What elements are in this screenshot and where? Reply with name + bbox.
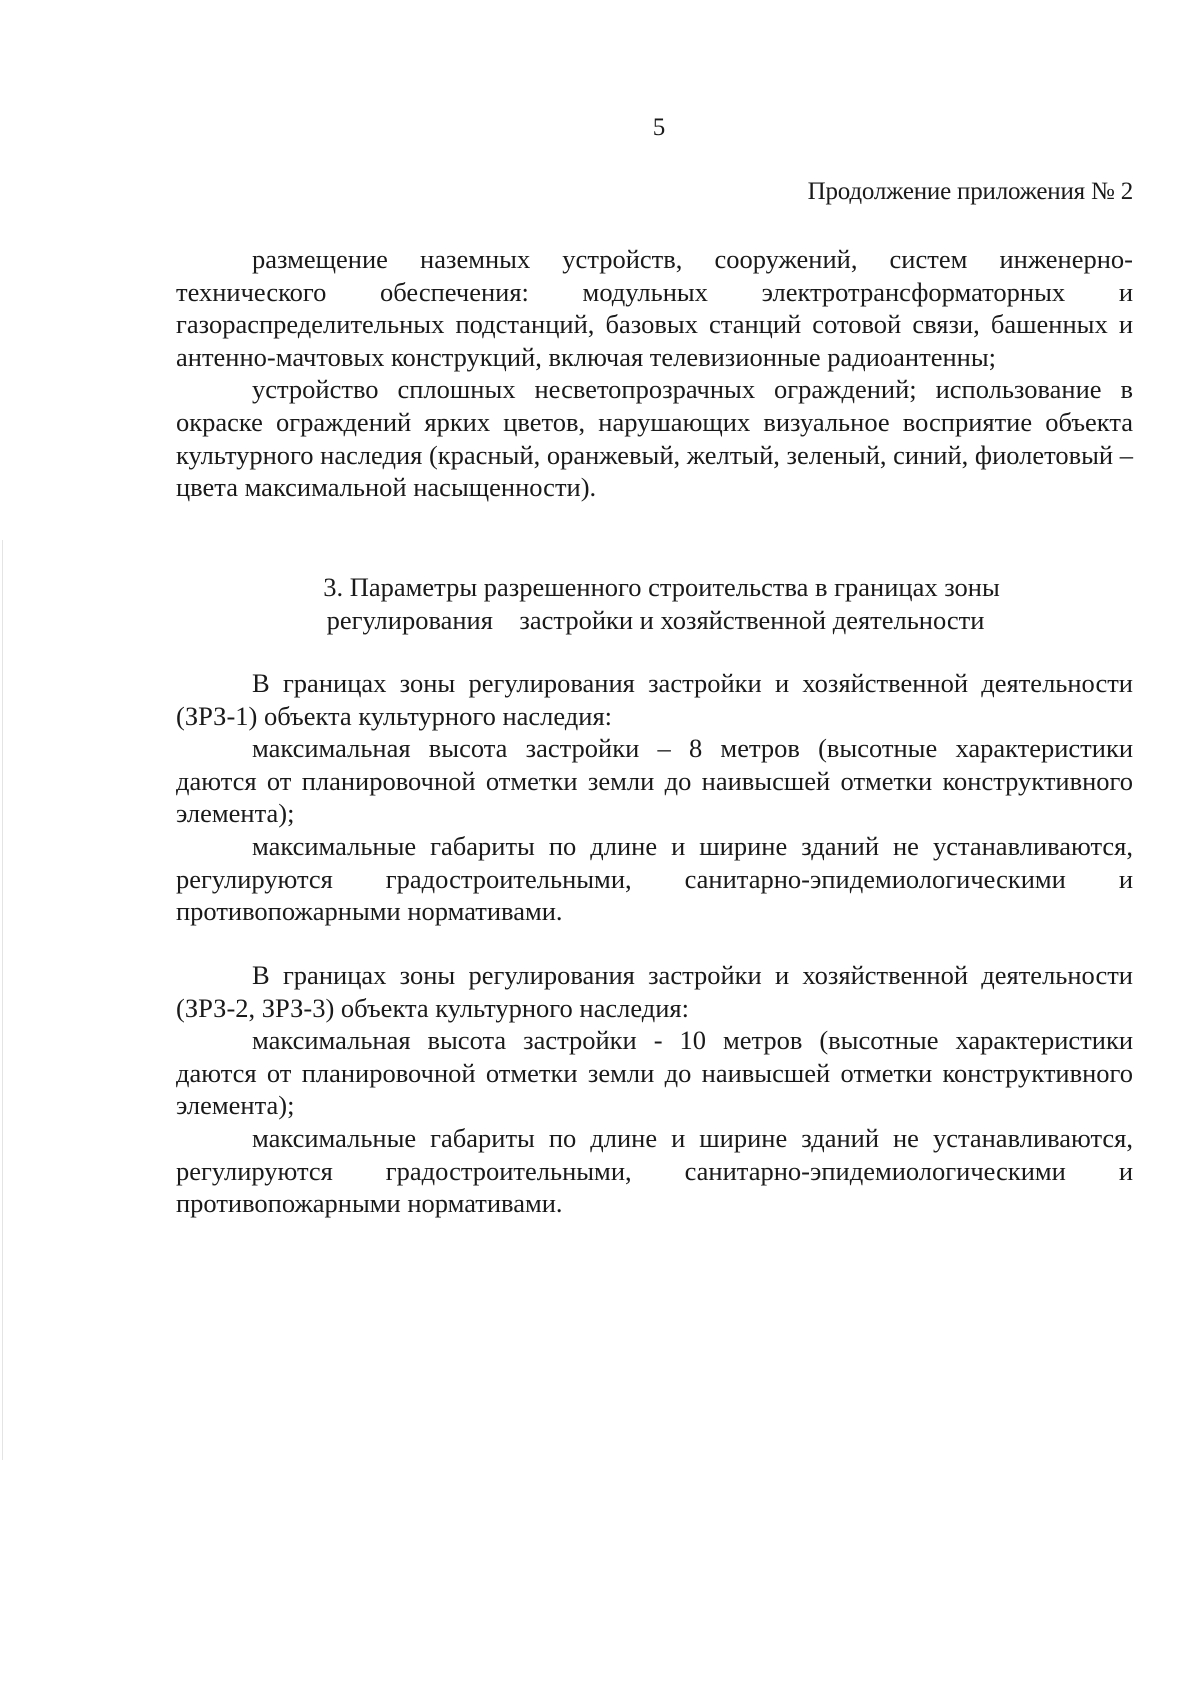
paragraph: В границах зоны регулирования застройки и хозяйственной деятельности (ЗРЗ-1) объекта культурного наследия: xyxy=(176,668,1133,731)
paragraph: максимальные габариты по длине и ширине зданий не устанавливаются, регулируются градостроительными, санитарно-эпидемиологическими и противопожарными нормативами. xyxy=(176,1122,1133,1219)
appendix-continuation-note: Продолжение приложения № 2 xyxy=(807,178,1133,205)
paragraph: максимальная высота застройки - 10 метров (высотные характеристики даются от планировочной отметки земли до наивысшей отметки конструктивного элемента); xyxy=(176,1025,1133,1121)
zrz2-zrz3-parameters-block xyxy=(176,959,1133,1220)
section-heading-line: регулирования застройки и хозяйственной деятельности xyxy=(326,604,985,635)
section-heading-line: 3. Параметры разрешенного строительства в границах зоны xyxy=(323,572,1000,602)
paragraph: максимальная высота застройки – 8 метров (высотные характеристики даются от планировочной отметки земли до наивысшей отметки конструктивного элемента); xyxy=(176,733,1133,829)
paragraph: максимальные габариты по длине и ширине зданий не устанавливаются, регулируются градостроительными, санитарно-эпидемиологическими и противопожарными нормативами. xyxy=(176,830,1133,927)
restrictions-continuation-block xyxy=(176,243,1133,504)
paragraph: В границах зоны регулирования застройки и хозяйственной деятельности (ЗРЗ-2, ЗРЗ-3) объекта культурного наследия: xyxy=(176,960,1133,1023)
page-number: 5 xyxy=(652,114,666,141)
paragraph: размещение наземных устройств, сооружений, систем инженерно-технического обеспечения: модульных электротрансформаторных и газораспределительных подстанций, базовых станций сотовой связи, башенных и антенно-мачтовых конструкций, включая телевизионные радиоантенны; xyxy=(176,244,1133,372)
zrz1-parameters-block xyxy=(176,667,1133,928)
section-heading xyxy=(176,571,1133,636)
paragraph: устройство сплошных несветопрозрачных ограждений; использование в окраске ограждений ярких цветов, нарушающих визуальное восприятие объекта культурного наследия (красный, оранжевый, желтый, зеленый, синий, фиолетовый – цвета максимальной насыщенности). xyxy=(176,374,1133,503)
scan-edge-line xyxy=(2,540,3,1460)
